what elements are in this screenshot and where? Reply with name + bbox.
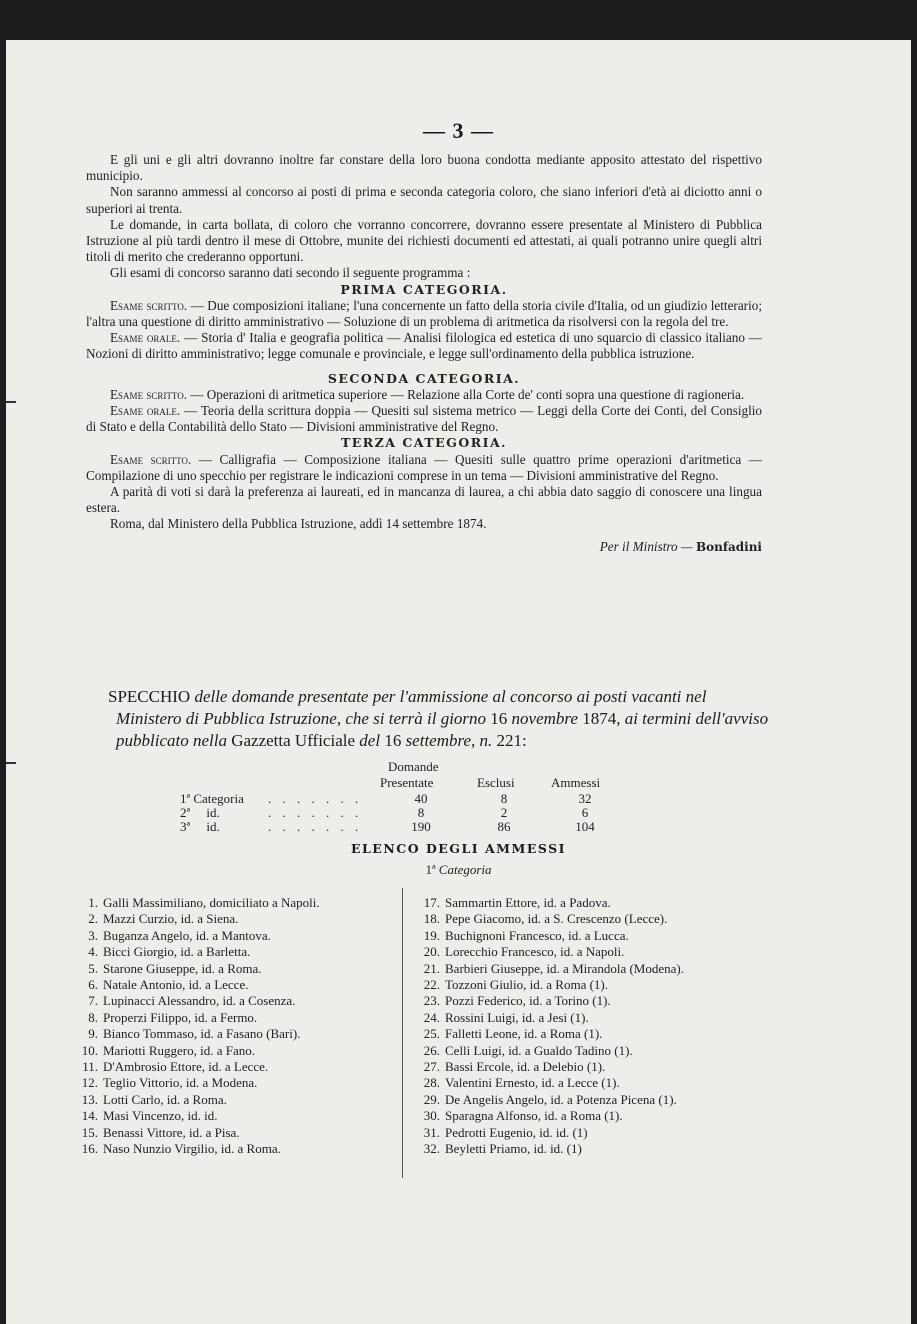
list-item: 17. Sammartin Ettore, id. a Padova. — [423, 895, 611, 910]
list-item: 7. Lupinacci Alessandro, id. a Cosenza. — [88, 993, 296, 1009]
specchio-lead: SPECCHIO — [108, 687, 191, 706]
list-item: 8. Properzi Filippo, id. a Fermo. — [88, 1009, 258, 1025]
paragraph: E gli uni e gli altri dovranno inoltre far constare della loro buona condotta mediante apposito attestato del rispettivo municipio. — [86, 152, 762, 184]
list-item: 6. Natale Antonio, id. a Lecce. — [88, 977, 249, 993]
column-divider — [402, 888, 403, 1178]
list-item: 2. Mazzi Curzio, id. a Siena. — [88, 911, 239, 927]
list-item: 10. Mariotti Ruggero, id. a Fano. — [81, 1042, 256, 1058]
list-item: 12. Teglio Vittorio, id. a Modena. — [81, 1075, 258, 1091]
list-item: 23. Pozzi Federico, id. a Torino (1). — [423, 993, 611, 1009]
exam-label: Esame scritto. — [110, 386, 187, 402]
elenco-heading: ELENCO DEGLI AMMESSI — [350, 841, 567, 856]
elenco-category: 1ª Categoria — [425, 862, 492, 877]
list-item: 14. Masi Vincenzo, id. id. — [81, 1108, 218, 1124]
list-item: 22. Tozzoni Giulio, id. a Roma (1). — [423, 977, 609, 993]
exam-label: Esame scritto. — [110, 451, 192, 467]
margin-mark — [6, 401, 16, 403]
exam-written-prima: Esame scritto. — Due composizioni italiane; l'una concernente un fatto della storia civile d'Italia, od un giudizio letterario; l'altra una questione di diritto amministrativo — Soluzione di un problema di aritmetica da risolversi con la regola del tre. — [86, 297, 762, 330]
stats-header-presentate: Presentate — [380, 775, 434, 790]
list-item: 31. Pedrotti Eugenio, id. id. (1) — [423, 1124, 588, 1140]
exam-written-seconda: Esame scritto. — Operazioni di aritmetica superiore — Relazione alla Corte de' conti sopra una questione di ragioneria. — [110, 386, 745, 402]
list-item: 4. Bicci Giorgio, id. a Barletta. — [88, 944, 251, 960]
list-item: 3. Buganza Angelo, id. a Mantova. — [88, 927, 271, 943]
list-item: 26. Celli Luigi, id. a Gualdo Tadino (1). — [423, 1042, 633, 1058]
specchio-title: SPECCHIO delle domande presentate per l'ammissione al concorso ai posti vacanti nel Ministero di Pubblica Istruzione, che si terrà il giorno 16 novembre 1874, ai termini dell'avviso pubblicato nella Gazzetta Ufficiale del 16 settembre, n. 221: — [108, 687, 769, 750]
list-item: 15. Benassi Vittore, id. a Pisa. — [81, 1124, 240, 1140]
paragraph: Non saranno ammessi al concorso ai posti di prima e seconda categoria coloro, che siano inferiori d'età ai diciotto anni o superiori ai trenta. — [86, 184, 762, 216]
list-item: 21. Barbieri Giuseppe, id. a Mirandola (Modena). — [423, 960, 684, 976]
list-item: 27. Bassi Ercole, id. a Delebio (1). — [423, 1059, 606, 1075]
list-item: 16. Naso Nunzio Virgilio, id. a Roma. — [81, 1141, 281, 1157]
list-item: 18. Pepe Giacomo, id. a S. Crescenzo (Lecce). — [423, 911, 668, 927]
section-heading-prima: PRIMA CATEGORIA. — [340, 281, 508, 297]
paragraph: A parità di voti si darà la preferenza ai laureati, ed in mancanza di laurea, a chi abbia dato saggio di conoscere una lingua estera. — [86, 484, 762, 516]
main-text — [86, 152, 762, 555]
list-item: 5. Starone Giuseppe, id. a Roma. — [88, 960, 262, 976]
margin-mark — [6, 762, 16, 764]
list-item: 24. Rossini Luigi, id. a Jesi (1). — [423, 1009, 589, 1025]
admitted-list-left — [76, 895, 320, 1158]
signature: Per il Ministro — Bonfadini — [599, 538, 762, 554]
stats-header-domande: Domande — [388, 759, 439, 774]
list-item: 11. D'Ambrosio Ettore, id. a Lecce. — [82, 1059, 269, 1075]
stats-header-esclusi: Esclusi — [477, 775, 515, 790]
exam-oral-prima: Esame orale. — Storia d' Italia e geografia politica — Analisi filologica ed estetica di uno squarcio di classico italiano — Nozioni di diritto amministrativo; legge comunale e provinciale, e legge sull'ordinamento della pubblica istruzione. — [86, 330, 762, 362]
stats-row: 1ª Categoria . . . . . . . 40 8 32 — [180, 791, 592, 806]
stats-row: 2ª id. . . . . . . . 8 2 6 — [180, 805, 589, 820]
list-item: 32. Beyletti Priamo, id. id. (1) — [423, 1141, 582, 1157]
exam-label: Esame orale. — [110, 403, 181, 419]
section-heading-seconda: SECONDA CATEGORIA. — [327, 370, 521, 386]
exam-oral-seconda: Esame orale. — Teoria della scrittura doppia — Quesiti sul sistema metrico — Leggi della Corte dei Conti, del Consiglio di Stato e della Contabilità dello Stato — Divisioni amministrative del Regno. — [86, 403, 763, 435]
stats-header-ammessi: Ammessi — [551, 775, 601, 790]
paragraph: Gli esami di concorso saranno dati secondo il seguente programma : — [110, 265, 471, 281]
list-item: 25. Falletti Leone, id. a Roma (1). — [423, 1026, 603, 1042]
exam-written-terza: Esame scritto. — Calligrafia — Composizione italiana — Quesiti sulle quattro prime operazioni d'aritmetica — Compilazione di uno specchio per registrare le indicazioni comprese in un tema — Divisioni amministrative del Regno. — [86, 451, 762, 483]
list-item: 29. De Angelis Angelo, id. a Potenza Picena (1). — [423, 1091, 677, 1107]
section-heading-terza: TERZA CATEGORIA. — [340, 435, 508, 451]
admitted-list-right — [418, 895, 684, 1158]
list-item: 28. Valentini Ernesto, id. a Lecce (1). — [423, 1075, 620, 1091]
stats-row: 3ª id. . . . . . . . 190 86 104 — [180, 819, 595, 834]
list-item: 19. Buchignoni Francesco, id. a Lucca. — [423, 927, 629, 943]
list-item: 13. Lotti Carlo, id. a Roma. — [81, 1091, 227, 1107]
paragraph: Roma, dal Ministero della Pubblica Istruzione, addì 14 settembre 1874. — [110, 516, 487, 532]
list-item: 9. Bianco Tommaso, id. a Fasano (Bari). — [88, 1026, 301, 1042]
list-item: 1. Galli Massimiliano, domiciliato a Napoli. — [88, 895, 320, 910]
paragraph: Le domande, in carta bollata, di coloro che vorranno concorrere, dovranno essere presentate al Ministero di Pubblica Istruzione al più tardi dentro il mese di Ottobre, munite dei richiesti documenti ed attestati, ai quali potranno unire quegli altri titoli di merito che crederanno opportuni. — [86, 216, 762, 265]
list-item: 30. Sparagna Alfonso, id. a Roma (1). — [423, 1108, 623, 1124]
list-item: 20. Lorecchio Francesco, id. a Napoli. — [423, 944, 625, 960]
exam-label: Esame orale. — [110, 330, 181, 346]
exam-label: Esame scritto. — [110, 297, 188, 313]
page-number: — 3 — — [423, 118, 494, 143]
minister-name: Bonfadini — [695, 539, 762, 554]
